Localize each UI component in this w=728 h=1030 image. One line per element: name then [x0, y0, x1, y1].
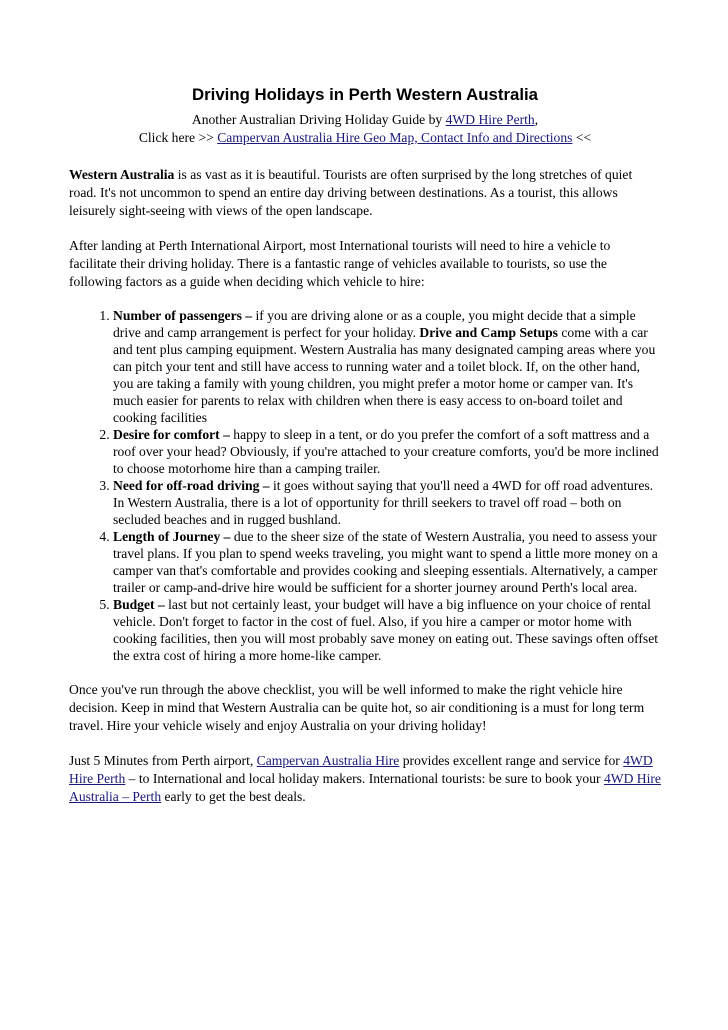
click-suffix: <<	[572, 130, 592, 145]
intro-bold: Western Australia	[69, 167, 175, 182]
intro-paragraph	[69, 166, 661, 220]
click-here-line	[69, 129, 661, 147]
geo-map-link[interactable]: Campervan Australia Hire Geo Map, Contact Info and Directions	[217, 130, 573, 145]
list-item-text: if you are driving alone or as a couple, you might decide that a simple drive and camp arrangement is perfect for your holiday.	[113, 308, 636, 340]
subtitle-line	[69, 111, 661, 129]
list-item	[113, 477, 661, 528]
list-item-heading: Need for off-road driving –	[113, 478, 270, 493]
subtitle-text: Another Australian Driving Holiday Guide by	[191, 112, 446, 127]
factors-list	[69, 307, 661, 664]
list-item-heading: Length of Journey –	[113, 529, 231, 544]
list-item-heading: Desire for comfort –	[113, 427, 230, 442]
list-item-text: happy to sleep in a tent, or do you prefer the comfort of a soft mattress and a roof over your head? Obviously, if you're attached to your creature comforts, you'd be more inclined to choose motorhome hire than a camping trailer.	[113, 427, 659, 476]
document-body	[69, 84, 661, 806]
intro-text: is as vast as it is beautiful. Tourists are often surprised by the long stretches of quiet road. It's not uncommon to spend an entire day driving between destinations. As a tourist, this allows leisurely sight-seeing with views of the open landscape.	[69, 167, 633, 218]
4wd-hire-perth-link-2[interactable]: 4WD Hire Perth	[69, 753, 653, 786]
airport-text-3: – to International and local holiday makers. International tourists: be sure to book your	[125, 771, 604, 786]
list-item	[113, 528, 661, 596]
click-prefix: Click here >>	[138, 130, 218, 145]
list-item-text-2: come with a car and tent plus camping equipment. Western Australia has many designated camping areas where you can pitch your tent and still have access to running water and a toilet block. If, on the other hand, you are taking a family with young children, you might prefer a motor home or camper van. It's much easier for parents to relax with children when there is easy access to on-board toilet and cooking facilities	[113, 325, 656, 425]
vehicle-hire-paragraph: After landing at Perth International Airport, most International tourists will need to hire a vehicle to facilitate their driving holiday. There is a fantastic range of vehicles available to tourists, so use the following factors as a guide when deciding which vehicle to hire:	[69, 238, 611, 289]
airport-text-4: early to get the best deals.	[161, 789, 306, 804]
4wd-hire-australia-perth-link[interactable]: 4WD Hire Australia – Perth	[69, 771, 661, 804]
list-item-text: due to the sheer size of the state of Western Australia, you need to assess your travel plans. If you plan to spend weeks traveling, you might want to spend a little more money on a camper van that's comfortable and provides cooking and sleeping essentials. Alternatively, a camper trailer or camp-and-drive hire would be sufficient for a shorter journey around Perth's local area.	[113, 529, 658, 595]
page-title: Driving Holidays in Perth Western Australia	[192, 85, 538, 104]
list-item	[113, 307, 661, 426]
list-item-heading: Budget –	[113, 597, 165, 612]
list-item-text: last but not certainly least, your budget will have a big influence on your choice of rental vehicle. Don't forget to factor in the cost of fuel. Also, if you hire a camper or motor home with cooking facilities, then you will most probably save money on eating out. These savings often offset the extra cost of hiring a more home-like camper.	[113, 597, 659, 663]
drive-camp-heading: Drive and Camp Setups	[419, 325, 558, 340]
subtitle-comma: ,	[534, 112, 539, 127]
list-item	[113, 426, 661, 477]
list-item-text: it goes without saying that you'll need a 4WD for off road adventures. In Western Australia, there is a lot of opportunity for thrill seekers to travel off road – both on secluded beaches and in rugged bushland.	[113, 478, 654, 527]
checklist-paragraph: Once you've run through the above checklist, you will be well informed to make the right vehicle hire decision. Keep in mind that Western Australia can be quite hot, so air conditioning is a must for long term travel. Hire your vehicle wisely and enjoy Australia on your driving holiday!	[69, 682, 645, 733]
airport-paragraph	[69, 752, 661, 806]
campervan-australia-hire-link[interactable]: Campervan Australia Hire	[256, 753, 400, 768]
airport-text-2: provides excellent range and service for	[399, 753, 624, 768]
4wd-hire-perth-link[interactable]: 4WD Hire Perth	[445, 112, 535, 127]
airport-text-1: Just 5 Minutes from Perth airport,	[69, 753, 257, 768]
list-item	[113, 596, 661, 664]
list-item-heading: Number of passengers –	[113, 308, 253, 323]
